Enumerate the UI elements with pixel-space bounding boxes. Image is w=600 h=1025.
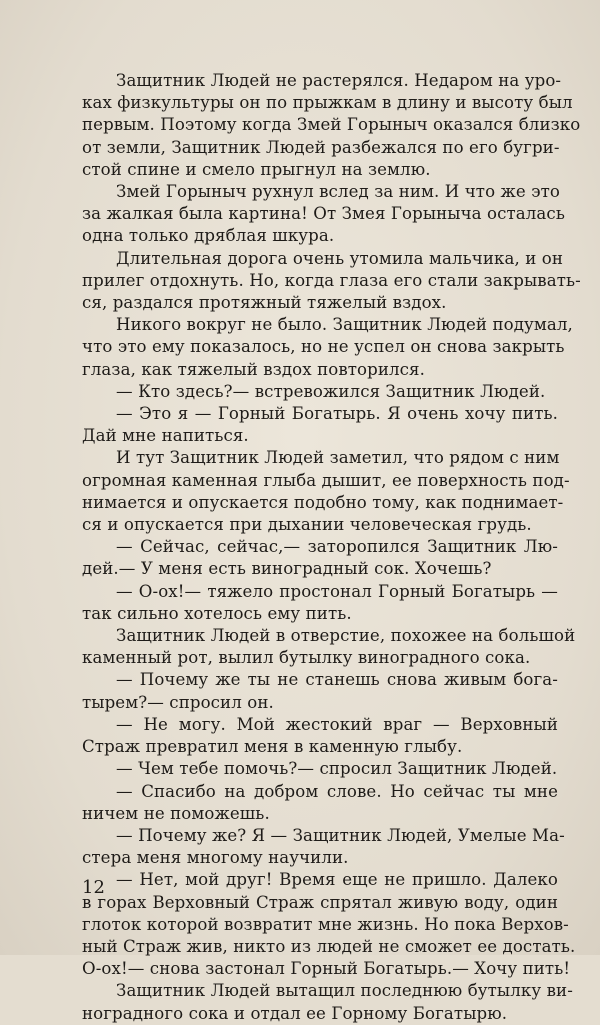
- text-line: — Это я — Горный Богатырь. Я очень хочу пить.: [116, 404, 558, 424]
- text-line: Никого вокруг не было. Защитник Людей подумал,: [116, 315, 573, 335]
- text-line: — Почему же ты не станешь снова живым бога-: [116, 670, 558, 690]
- text-line: дей.— У меня есть виноградный сок. Хочешь?: [82, 559, 492, 579]
- text-line: ся, раздался протяжный тяжелый вздох.: [82, 293, 447, 313]
- text-line: каменный рот, вылил бутылку виноградного сока.: [82, 648, 531, 668]
- text-line: одна только дряблая шкура.: [82, 226, 335, 246]
- text-line: О-ох!— снова застонал Горный Богатырь.— Хочу пить!: [82, 959, 571, 979]
- text-line: Защитник Людей в отверстие, похожее на большой: [116, 626, 576, 646]
- text-line: что это ему показалось, но не успел он снова закрыть: [82, 337, 565, 357]
- page-number: 12: [82, 877, 105, 898]
- text-line: нимается и опускается подобно тому, как поднимает-: [82, 492, 564, 512]
- text-line: — Кто здесь?— встревожился Защитник Людей.: [116, 381, 546, 401]
- text-line: ках физкультуры он по прыжкам в длину и высоту был: [82, 93, 573, 113]
- text-line: за жалкая была картина! От Змея Горыныча осталась: [82, 204, 565, 224]
- text-line: ничем не поможешь.: [82, 803, 270, 823]
- text-line: Змей Горыныч рухнул вслед за ним. И что же это: [116, 182, 560, 202]
- text-line: огромная каменная глыба дышит, ее поверхность под-: [82, 470, 570, 490]
- text-line: — Чем тебе помочь?— спросил Защитник Людей.: [116, 759, 558, 779]
- text-line: от земли, Защитник Людей разбежался по его бугри-: [82, 137, 560, 157]
- text-line: прилег отдохнуть. Но, когда глаза его стали закрывать-: [82, 270, 581, 290]
- text-line: Защитник Людей вытащил последнюю бутылку ви-: [116, 981, 573, 1001]
- text-line: в горах Верховный Страж спрятал живую воду, один: [82, 892, 558, 912]
- text-line: И тут Защитник Людей заметил, что рядом с ним: [116, 448, 560, 468]
- text-line: глаза, как тяжелый вздох повторился.: [82, 359, 426, 379]
- text-line: — Не могу. Мой жестокий враг — Верховный: [116, 714, 558, 734]
- text-line: Страж превратил меня в каменную глыбу.: [82, 737, 463, 757]
- text-line: — Почему же? Я — Защитник Людей, Умелые Ма-: [116, 825, 565, 845]
- text-line: — О-ох!— тяжело простонал Горный Богатырь —: [116, 581, 558, 601]
- text-line: так сильно хотелось ему пить.: [82, 603, 352, 623]
- text-line: ноградного сока и отдал ее Горному Богатырю.: [82, 1003, 508, 1023]
- text-line: глоток которой возвратит мне жизнь. Но пока Верхов-: [82, 914, 569, 934]
- text-line: — Сейчас, сейчас,— заторопился Защитник Лю-: [116, 537, 558, 557]
- text-line: стера меня многому научили.: [82, 848, 349, 868]
- text-line: — Нет, мой друг! Время еще не пришло. Далеко: [116, 870, 558, 890]
- text-line: Длительная дорога очень утомила мальчика, и он: [116, 248, 564, 268]
- text-line: тырем?— спросил он.: [82, 692, 274, 712]
- text-line: Защитник Людей не растерялся. Недаром на уро-: [116, 71, 562, 90]
- text-line: первым. Поэтому когда Змей Горыныч оказался близко: [82, 115, 581, 135]
- text-line: ный Страж жив, никто из людей не сможет ее достать.: [82, 936, 576, 956]
- text-line: стой спине и смело прыгнул на землю.: [82, 159, 431, 179]
- text-line: — Спасибо на добром слове. Но сейчас ты мне: [116, 781, 558, 801]
- page-text: [82, 70, 581, 1025]
- text-line: ся и опускается при дыхании человеческая грудь.: [82, 515, 532, 535]
- text-line: Дай мне напиться.: [82, 426, 249, 446]
